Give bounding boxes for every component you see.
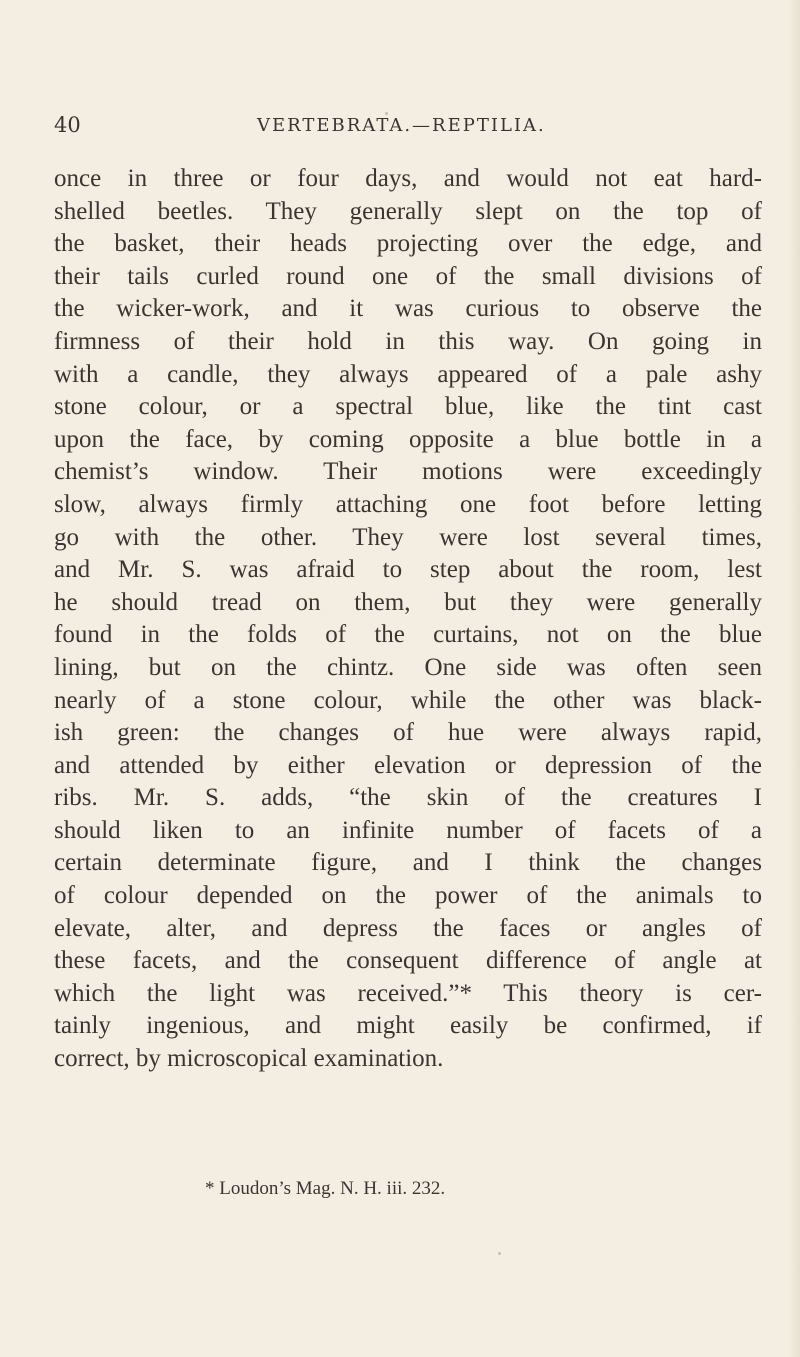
text-line: he should tread on them, but they were generally <box>54 588 762 616</box>
page-number: 40 <box>54 113 81 137</box>
paper-speck <box>498 1252 501 1255</box>
text-line: correct, by microscopical examination. <box>54 1045 444 1073</box>
text-line: upon the face, by coming opposite a blue bottle in a <box>54 425 762 453</box>
text-line: of colour depended on the power of the animals to <box>54 882 762 910</box>
text-line: the wicker-work, and it was curious to observe the <box>54 295 762 323</box>
text-line: ribs. Mr. S. adds, “the skin of the creatures I <box>54 784 762 812</box>
text-line: ish green: the changes of hue were always rapid, <box>54 719 762 747</box>
text-line: their tails curled round one of the small divisions of <box>54 262 762 290</box>
text-line: these facets, and the consequent difference of angle at <box>54 947 762 975</box>
text-line: and Mr. S. was afraid to step about the room, lest <box>54 556 762 584</box>
text-line: go with the other. They were lost several times, <box>54 523 762 551</box>
text-line: and attended by either elevation or depression of the <box>54 751 762 779</box>
text-line: firmness of their hold in this way. On going in <box>54 327 762 355</box>
page-header <box>54 113 754 143</box>
text-line: slow, always firmly attaching one foot before letting <box>54 490 762 518</box>
text-line: chemist’s window. Their motions were exceedingly <box>54 458 762 486</box>
text-line: once in three or four days, and would not eat hard- <box>54 165 762 192</box>
page-edge-shadow <box>790 0 800 1357</box>
footnote: * Loudon’s Mag. N. H. iii. 232. <box>205 1178 446 1199</box>
body-text <box>54 163 762 1076</box>
text-line: with a candle, they always appeared of a pale ashy <box>54 360 762 388</box>
text-line: the basket, their heads projecting over the edge, and <box>54 230 762 258</box>
running-head: VERTEBRATA.—REPTILIA. <box>257 115 546 136</box>
text-line: should liken to an infinite number of facets of a <box>54 816 762 844</box>
text-line: shelled beetles. They generally slept on the top of <box>54 197 762 225</box>
text-line: which the light was received.”* This theory is cer- <box>54 979 762 1007</box>
text-line: stone colour, or a spectral blue, like the tint cast <box>54 393 762 421</box>
paper-speck <box>385 112 388 115</box>
text-line: found in the folds of the curtains, not on the blue <box>54 621 762 649</box>
text-line: tainly ingenious, and might easily be confirmed, if <box>54 1012 762 1040</box>
text-line: elevate, alter, and depress the faces or angles of <box>54 914 762 942</box>
text-line: certain determinate figure, and I think the changes <box>54 849 762 877</box>
text-line: lining, but on the chintz. One side was often seen <box>54 653 762 681</box>
text-line: nearly of a stone colour, while the other was black- <box>54 686 762 714</box>
